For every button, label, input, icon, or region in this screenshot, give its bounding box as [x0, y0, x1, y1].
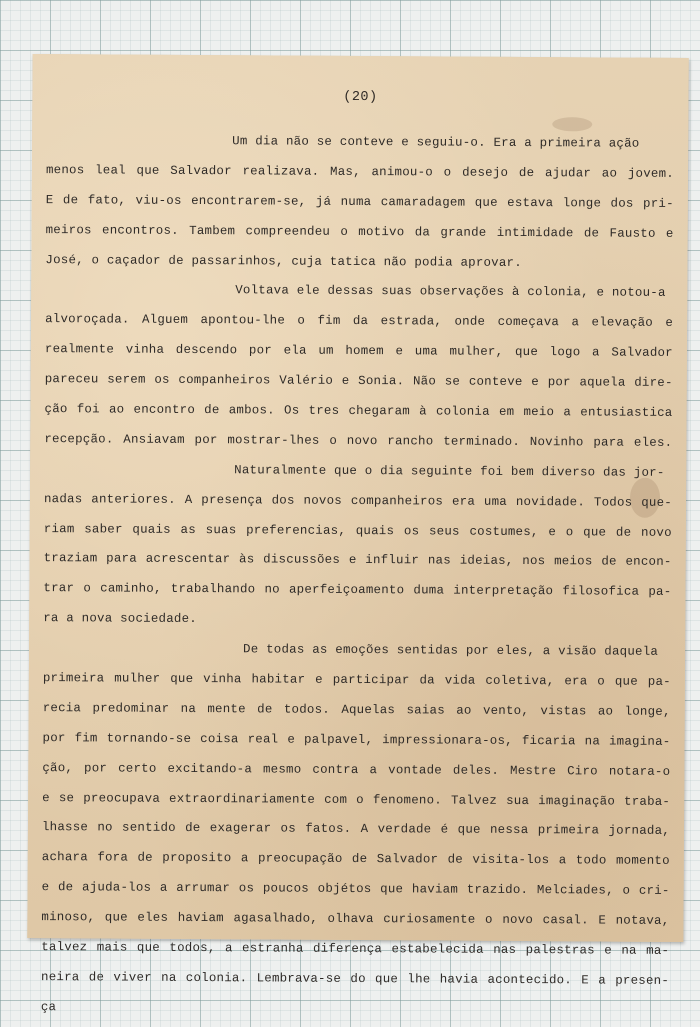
text-line: achara fora de proposito a preocupação de Salvador de visita-los a todo momento — [41, 850, 670, 869]
text-line: riam saber quais as suas preferencias, quais os seus costumes, e o que de novo — [43, 521, 672, 540]
text-line: menos leal que Salvador realizava. Mas, animou-o o desejo de ajudar ao jovem. — [45, 162, 675, 181]
text-line: meiros encontros. Tambem compreendeu o motivo da grande intimidade de Fausto e — [45, 222, 674, 241]
body-text — [41, 126, 674, 1027]
text-line: recepção. Ansiavam por mostrar-lhes o novo rancho terminado. Novinho para eles. — [44, 431, 673, 450]
text-line: recia predominar na mente de todos. Aquelas saias ao vento, vistas ao longe, — [42, 700, 671, 719]
text-line: minoso, que eles haviam agasalhado, olhava curiosamente o novo casal. E notava, — [41, 910, 670, 929]
text-line: neira de viver na colonia. Lembrava-se do que lhe havia acontecido. E a presen- — [41, 970, 670, 988]
text-line: lhasse no sentido de exagerar os fatos. A verdade é que nessa primeira jornada, — [41, 820, 671, 839]
text-line: nadas anteriores. A presença dos novos companheiros era uma novidade. Todos que- — [43, 491, 673, 510]
text-line: traziam para acrescentar às discussões e influir nas ideias, nos meios de encon- — [43, 551, 672, 570]
text-line: e se preocupava extraordinariamente com o fenomeno. Talvez sua imaginação traba- — [42, 790, 671, 809]
text-line: José, o caçador de passarinhos, cuja tatica não podia aprovar. — [45, 252, 522, 270]
text-line: trar o caminho, trabalhando no aperfeiçoamento duma interpretação filosofica pa- — [43, 581, 672, 600]
text-line: por fim tornando-se coisa real e palpavel, impressionara-os, ficaria na imagina- — [42, 730, 671, 749]
text-line: ção, por certo excitando-a mesmo contra a vontade deles. Mestre Ciro notara-o — [42, 760, 671, 779]
text-line: ça — [40, 999, 57, 1014]
text-line: Naturalmente que o dia seguinte foi bem diverso das jor- — [234, 463, 665, 480]
text-line: Um dia não se conteve e seguiu-o. Era a primeira ação — [232, 134, 640, 151]
text-line: talvez mais que todos, a estranha diferença estabelecida nas palestras e na ma- — [41, 940, 670, 958]
typewritten-page — [27, 54, 688, 1014]
text-line: primeira mulher que vinha habitar e participar da vida coletiva, era o que pa- — [42, 671, 671, 689]
text-line: De todas as emoções sentidas por eles, a visão daquela — [243, 642, 659, 659]
text-line: Voltava ele dessas suas observações à colonia, e notou-a — [235, 283, 666, 301]
text-line: E de fato, viu-os encontrarem-se, já numa camaradagem que estava longe dos pri- — [45, 192, 674, 211]
text-line: ção foi ao encontro de ambos. Os tres chegaram à colonia em meio a entusiastica — [44, 402, 673, 420]
text-line: ra a nova sociedade. — [43, 611, 198, 627]
text-line: realmente vinha descendo por ela um homem e uma mulher, que logo a Salvador — [44, 342, 673, 361]
text-line: pareceu serem os companheiros Valério e Sonia. Não se conteve e por aquela dire- — [44, 372, 673, 391]
page-number: (20) — [343, 89, 378, 106]
text-line: alvoroçada. Alguem apontou-lhe o fim da estrada, onde começava a elevação e — [45, 312, 674, 331]
text-line: e de ajuda-los a arrumar os poucos objétos que haviam trazido. Melciades, o cri- — [41, 880, 670, 899]
